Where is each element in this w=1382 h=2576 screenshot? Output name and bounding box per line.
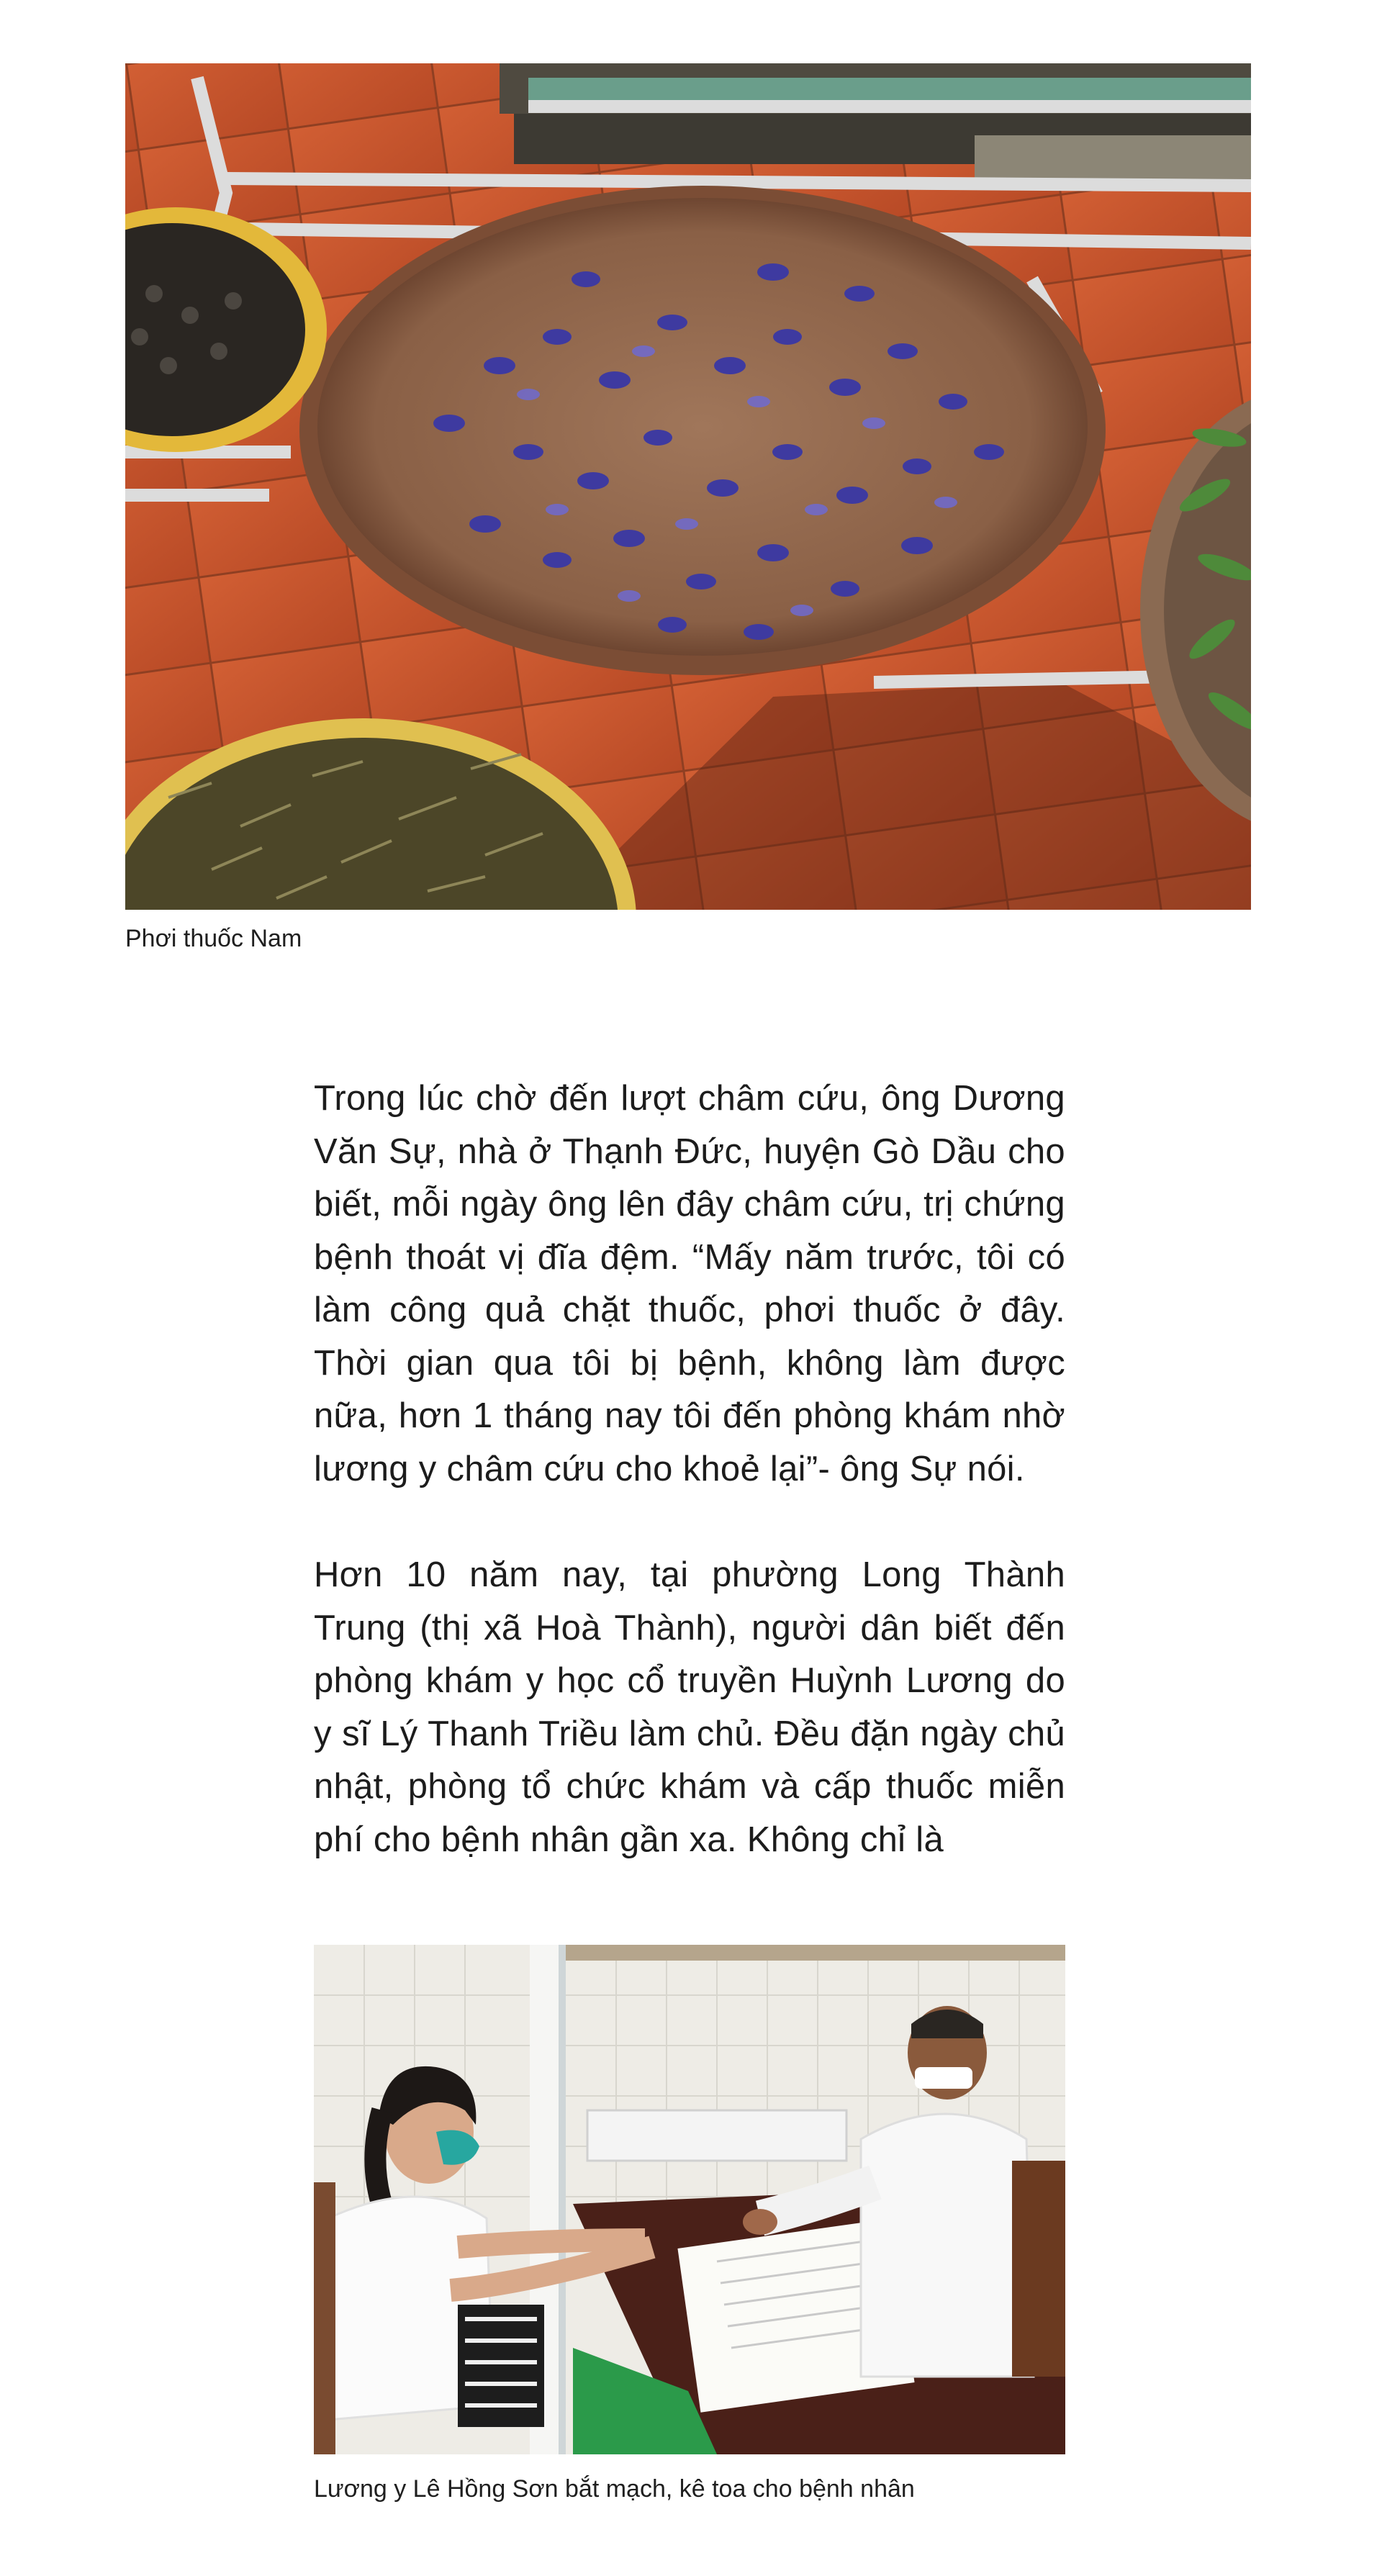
figure-2-caption: Lương y Lê Hồng Sơn bắt mạch, kê toa cho bệnh nhân [314, 2475, 915, 2503]
article-paragraph: Hơn 10 năm nay, tại phường Long Thành Trung (thị xã Hoà Thành), người dân biết đến phòng khám y học cổ truyền Huỳnh Lương do y sĩ Lý Thanh Triều làm chủ. Đều đặn ngày chủ nhật, phòng tổ chức khám và cấp thuốc miễn phí cho bệnh nhân gần xa. Không chỉ là [314, 1555, 1065, 1859]
drying-herbs-illustration [125, 63, 1251, 910]
figure-1-caption: Phơi thuốc Nam [125, 925, 302, 952]
drying-herbs-photo [125, 63, 1251, 910]
clinic-consultation-photo [314, 1945, 1065, 2454]
article-paragraph: Trong lúc chờ đến lượt châm cứu, ông Dương Văn Sự, nhà ở Thạnh Đức, huyện Gò Dầu cho biết, mỗi ngày ông lên đây châm cứu, trị chứng bệnh thoát vị đĩa đệm. “Mấy năm trước, tôi có làm công quả chặt thuốc, phơi thuốc ở đây. Thời gian qua tôi bị bệnh, không làm được nữa, hơn 1 tháng nay tôi đến phòng khám nhờ lương y châm cứu cho khoẻ lại”- ông Sự nói. [314, 1079, 1065, 1488]
article-body [314, 1072, 1065, 1866]
clinic-consultation-illustration [314, 1945, 1065, 2454]
